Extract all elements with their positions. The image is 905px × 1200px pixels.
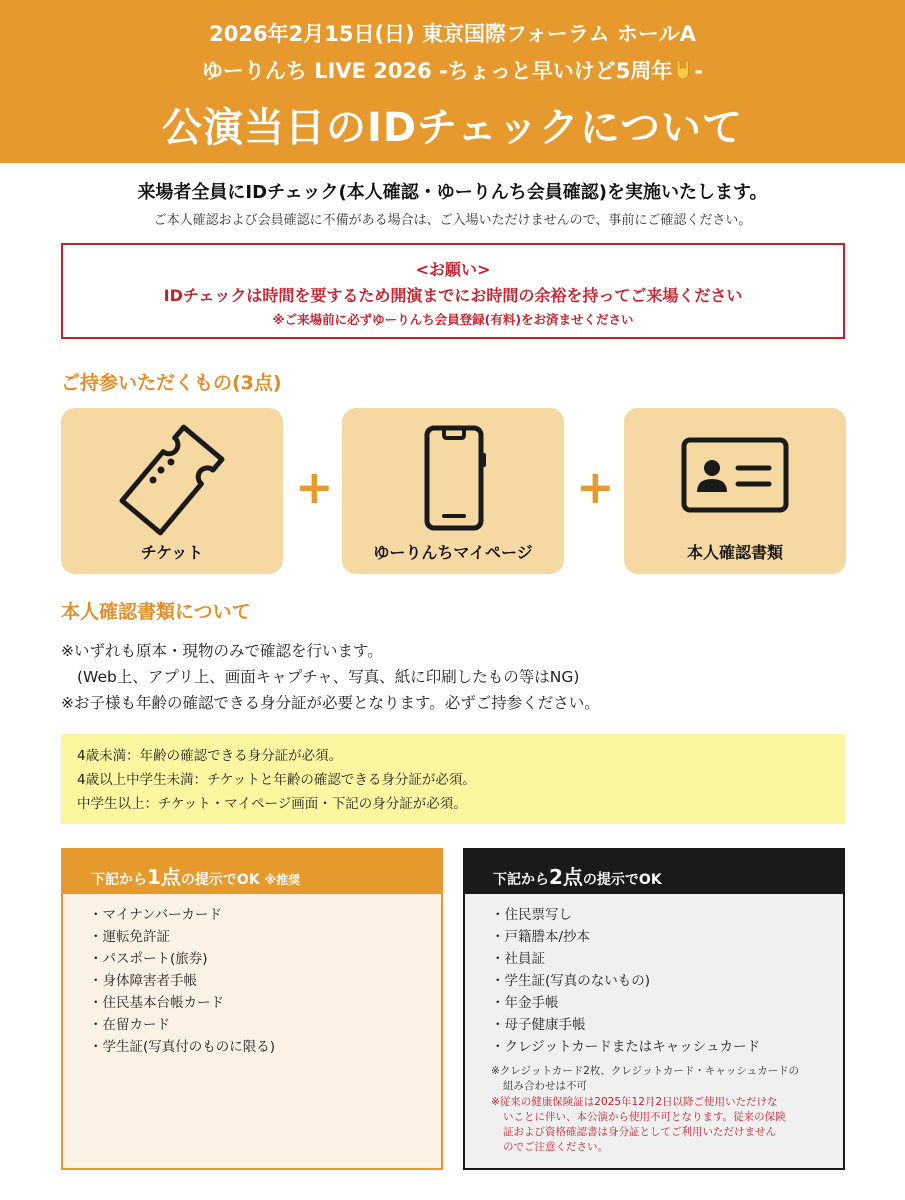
list-item: ・運転免許証 <box>89 929 170 945</box>
request-note: ※ご来場前に必ずゆーりんち会員登録(有料)をお済ませください <box>272 312 634 327</box>
id-docs-notes <box>61 638 600 716</box>
id-note-original: ※いずれも原本・現物のみで確認を行います。 <box>61 642 383 660</box>
request-title: <お願い> <box>415 260 491 279</box>
head-count: 1点 <box>147 865 181 889</box>
health-insurance-note <box>465 1094 843 1155</box>
card-id-document <box>624 408 846 574</box>
plus-sign: + <box>295 460 334 514</box>
list-item: ・パスポート(旅券) <box>89 951 208 967</box>
list-item: ・戸籍謄本/抄本 <box>491 929 591 945</box>
intro-lead: 来場者全員にIDチェック(本人確認・ゆーりんち会員確認)を実施いたします。 <box>137 182 768 203</box>
head-prefix: 下記から <box>91 872 147 888</box>
list-item: ・学生証(写真のないもの) <box>491 973 651 989</box>
items-heading: ご持参いただくもの(3点) <box>61 372 282 394</box>
head-suffix: の提示でOK <box>582 872 662 888</box>
note-line: いことに伴い、本公演から使用不可となります。従来の保険 <box>503 1111 786 1123</box>
age-rules-box <box>61 734 845 824</box>
note-line: のでご注意ください。 <box>503 1141 608 1153</box>
list-item: ・社員証 <box>491 951 545 967</box>
head-count: 2点 <box>549 865 583 889</box>
plus-sign: + <box>576 460 615 514</box>
credit-card-note <box>465 1058 843 1094</box>
list-item: ・住民基本台帳カード <box>89 995 224 1011</box>
one-point-list-box <box>61 848 443 1170</box>
id-docs-heading: 本人確認書類について <box>61 601 251 623</box>
intro-sub: ご本人確認および会員確認に不備がある場合は、ご入場いただけませんので、事前にご確認ください。 <box>153 213 752 228</box>
event-date-venue: 2026年2月15日(日) 東京国際フォーラム ホールA <box>209 22 696 46</box>
page-title: 公演当日のIDチェックについて <box>161 105 744 151</box>
head-suffix: の提示でOK <box>180 872 260 888</box>
one-point-header <box>63 850 441 894</box>
ticket-dot <box>150 477 157 484</box>
header-banner <box>0 0 905 163</box>
list-item: ・年金手帳 <box>491 995 559 1011</box>
list-item: ・学生証(写真付のものに限る) <box>89 1039 276 1055</box>
head-prefix: 下記から <box>493 872 549 888</box>
list-item: ・母子健康手帳 <box>491 1017 586 1033</box>
rock-hand-emoji-icon <box>672 59 694 81</box>
concert-name-tail: - <box>694 59 704 83</box>
age-rule: 4歳以上中学生未満：チケットと年齢の確認できる身分証が必須。 <box>77 772 476 788</box>
concert-name <box>0 55 905 85</box>
list-item: ・住民票写し <box>491 907 572 923</box>
request-notice-box <box>61 243 845 339</box>
id-note-children: ※お子様も年齢の確認できる身分証が必要となります。必ずご持参ください。 <box>61 694 600 712</box>
list-item: ・マイナンバーカード <box>89 907 222 923</box>
list-item: ・在留カード <box>89 1017 170 1033</box>
note-line: 組み合わせは不可 <box>503 1080 587 1092</box>
card-ticket-label: チケット <box>140 543 204 562</box>
recommend-badge: ※推奨 <box>264 873 301 887</box>
ticket-dot <box>168 459 175 466</box>
request-main-text: IDチェックは時間を要するため開演までにお時間の余裕を持ってご来場ください <box>163 286 743 305</box>
age-rule: 4歳未満：年齢の確認できる身分証が必須。 <box>77 748 343 764</box>
note-line: ※従来の健康保険証は2025年12月2日以降ご使用いただけな <box>491 1096 778 1108</box>
card-ticket <box>61 408 283 574</box>
card-id-document-label: 本人確認書類 <box>686 543 783 562</box>
note-line: 証および資格確認書は身分証としてご利用いただけません <box>503 1126 776 1138</box>
ticket-dot <box>158 467 165 474</box>
list-item: ・クレジットカードまたはキャッシュカード <box>491 1039 760 1055</box>
age-rule: 中学生以上：チケット・マイページ画面・下記の身分証が必須。 <box>77 796 467 812</box>
list-item: ・身体障害者手帳 <box>89 973 197 989</box>
concert-name-text: ゆーりんち LIVE 2026 -ちょっと早いけど5周年 <box>201 59 673 83</box>
two-point-list-box <box>463 848 845 1170</box>
card-mypage-label: ゆーりんちマイページ <box>373 543 533 562</box>
two-point-header <box>465 850 843 894</box>
id-note-ng: (Web上、アプリ上、画面キャプチャ、写真、紙に印刷したもの等はNG) <box>77 668 580 686</box>
card-mypage <box>342 408 564 574</box>
note-line: ※クレジットカード2枚、クレジットカード・キャッシュカードの <box>491 1065 800 1077</box>
